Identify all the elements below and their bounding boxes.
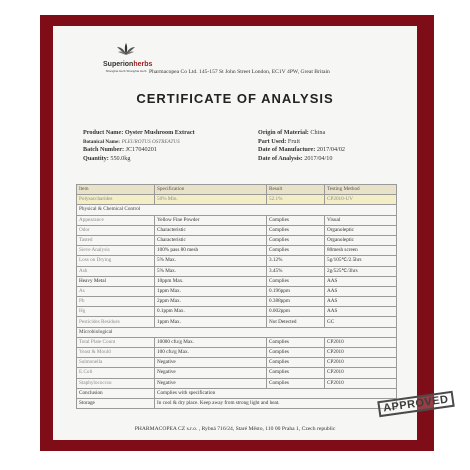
- company-address: Pharmacopea Co Ltd. 145-157 St John Street London, EC1V 4PW, Great Britain: [149, 69, 330, 75]
- table-cell: Complies: [267, 246, 325, 256]
- table-cell: Odor: [77, 225, 155, 235]
- table-cell: Organoleptic: [325, 225, 397, 235]
- table-cell: 10000 cfu/g Max.: [155, 337, 267, 347]
- table-cell: CP2010: [325, 378, 397, 388]
- table-cell: Not Detected: [267, 317, 325, 327]
- table-row: [77, 246, 397, 256]
- conclusion-value: Complies with specification: [155, 388, 397, 398]
- table-cell: Complies: [267, 368, 325, 378]
- logo-tagline: Shanghai Herb Shanghai Herb: [105, 69, 147, 73]
- table-cell: Yellow Fine Powder: [155, 215, 267, 225]
- table-cell: Appearance: [77, 215, 155, 225]
- product-info-right: [258, 129, 408, 163]
- table-cell: 2ppm Max.: [155, 297, 267, 307]
- table-cell: Tasted: [77, 235, 155, 245]
- footer-address: PHARMACOPEA CZ s.r.o. , Rybná 716/24, Staré Město, 110 00 Praha 1, Czech republic: [134, 426, 336, 432]
- analysis-table-body: [77, 185, 397, 409]
- conclusion-label: Conclusion: [77, 388, 155, 398]
- table-header-row: [77, 185, 397, 195]
- table-cell: AAS: [325, 286, 397, 296]
- storage-label: Storage: [77, 398, 155, 408]
- table-row: [77, 358, 397, 368]
- table-cell: Hg: [77, 307, 155, 317]
- table-cell: Ash: [77, 266, 155, 276]
- table-row: [77, 276, 397, 286]
- certificate-frame: [40, 15, 450, 451]
- table-cell: 3.45%: [267, 266, 325, 276]
- table-cell: GC: [325, 317, 397, 327]
- table-cell: CP2010: [325, 337, 397, 347]
- table-row: [77, 297, 397, 307]
- table-cell: Complies: [267, 378, 325, 388]
- table-cell: Salmonella: [77, 358, 155, 368]
- table-cell: 5% Max.: [155, 266, 267, 276]
- company-logo: [103, 42, 153, 73]
- table-cell: Complies: [267, 348, 325, 358]
- table-cell: Characteristic: [155, 235, 267, 245]
- approved-stamp: APPROVED: [377, 391, 454, 417]
- table-row: [77, 256, 397, 266]
- table-cell: Negative: [155, 378, 267, 388]
- table-row: [77, 368, 397, 378]
- logo-name: Superionherbs: [103, 61, 153, 68]
- quantity-line: Quantity: 550.0kg: [83, 154, 131, 162]
- table-cell: 52.1%: [267, 195, 325, 205]
- table-cell: 10ppm Max.: [155, 276, 267, 286]
- table-cell: CP2010: [325, 358, 397, 368]
- table-row: [77, 317, 397, 327]
- table-cell: 2g/525℃/3hrs: [325, 266, 397, 276]
- table-cell: Yeast & Mould: [77, 348, 155, 358]
- table-cell: AAS: [325, 297, 397, 307]
- table-cell: Heavy Metal: [77, 276, 155, 286]
- table-cell: Complies: [267, 235, 325, 245]
- table-row: [77, 307, 397, 317]
- table-cell: Staphylococcus: [77, 378, 155, 388]
- table-row: [77, 337, 397, 347]
- section-title: Microbiological: [77, 327, 397, 337]
- table-cell: As: [77, 286, 155, 296]
- table-cell: Sieve Analysis: [77, 246, 155, 256]
- header-cell: Item: [77, 185, 155, 195]
- table-cell: 0.1ppm Max.: [155, 307, 267, 317]
- origin-line: Origin of Material: China: [258, 129, 326, 136]
- conclusion-row: [77, 388, 397, 398]
- table-row: [77, 286, 397, 296]
- section-row: [77, 205, 397, 215]
- table-cell: Complies: [267, 358, 325, 368]
- table-cell: 5g/105℃/2.5hrs: [325, 256, 397, 266]
- storage-value: In cool & dry place. Keep away from strong light and heat.: [155, 398, 397, 408]
- table-cell: CP2010-UV: [325, 195, 397, 205]
- table-cell: Loss on Drying: [77, 256, 155, 266]
- table-cell: Pb: [77, 297, 155, 307]
- manufacture-date-line: Date of Manufacture: 2017/04/02: [258, 146, 346, 154]
- table-row: [77, 348, 397, 358]
- table-cell: Negative: [155, 358, 267, 368]
- table-cell: Total Plate Count: [77, 337, 155, 347]
- table-cell: 80mesh screen: [325, 246, 397, 256]
- table-cell: 0.388ppm: [267, 297, 325, 307]
- table-cell: AAS: [325, 276, 397, 286]
- table-row: [77, 215, 397, 225]
- header-cell: Testing Method: [325, 185, 397, 195]
- analysis-table: [76, 184, 397, 409]
- table-row: [77, 235, 397, 245]
- table-cell: CP2010: [325, 348, 397, 358]
- botanical-name-line: Botanical Name: PLEUROTUS OSTREATUS: [83, 138, 180, 145]
- table-cell: 1ppm Max.: [155, 317, 267, 327]
- table-cell: 100% pass 80 mesh: [155, 246, 267, 256]
- analysis-date-line: Date of Analysis: 2017/04/10: [258, 154, 333, 162]
- storage-row: [77, 398, 397, 408]
- table-cell: 0.196ppm: [267, 286, 325, 296]
- table-row: [77, 195, 397, 205]
- section-title: Physical & Chemical Control: [77, 205, 397, 215]
- herb-leaves-icon: [115, 42, 137, 56]
- part-used-line: Part Used: Fruit: [258, 137, 300, 145]
- table-cell: 0.002ppm: [267, 307, 325, 317]
- header-cell: Result: [267, 185, 325, 195]
- table-cell: 100 cfu/g Max.: [155, 348, 267, 358]
- table-cell: Pesticides Residues: [77, 317, 155, 327]
- table-cell: Characteristic: [155, 225, 267, 235]
- table-cell: Polysaccharides: [77, 195, 155, 205]
- table-cell: Visual: [325, 215, 397, 225]
- table-cell: Complies: [267, 215, 325, 225]
- table-row: [77, 378, 397, 388]
- table-cell: 5% Max.: [155, 256, 267, 266]
- table-cell: AAS: [325, 307, 397, 317]
- table-cell: Complies: [267, 276, 325, 286]
- table-row: [77, 225, 397, 235]
- table-cell: Complies: [267, 225, 325, 235]
- product-name-line: Product Name: Oyster Mushroom Extract: [83, 129, 195, 136]
- document-title: CERTIFICATE OF ANALYSIS: [136, 91, 334, 106]
- table-row: [77, 266, 397, 276]
- certificate-paper: [53, 26, 450, 440]
- table-cell: Complies: [267, 337, 325, 347]
- product-info-left: [83, 129, 248, 163]
- table-cell: 50% Min.: [155, 195, 267, 205]
- batch-number-line: Batch Number: JC17040201: [83, 146, 157, 154]
- table-cell: Negative: [155, 368, 267, 378]
- table-cell: CP2010: [325, 368, 397, 378]
- table-cell: 3.12%: [267, 256, 325, 266]
- header-cell: Specification: [155, 185, 267, 195]
- table-cell: 1ppm Max.: [155, 286, 267, 296]
- table-cell: Organoleptic: [325, 235, 397, 245]
- section-row: [77, 327, 397, 337]
- table-cell: E.Coli: [77, 368, 155, 378]
